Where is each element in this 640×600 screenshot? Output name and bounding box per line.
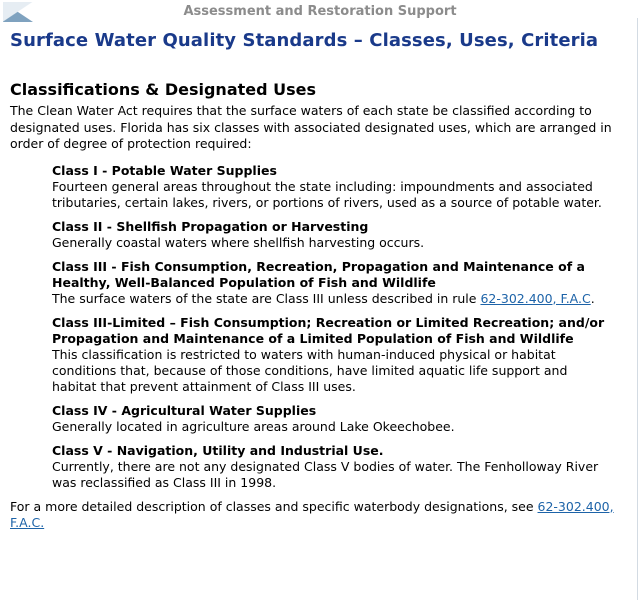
rule-62-302-400-link[interactable]: 62-302.400, F.A.C (480, 290, 591, 306)
class-list (52, 163, 614, 491)
class-description (52, 291, 614, 307)
page-title: Surface Water Quality Standards – Classes, Uses, Criteria (10, 30, 599, 51)
footer-text: For a more detailed description of classes and specific waterbody designations, see (10, 498, 538, 514)
site-banner: Assessment and Restoration Support (183, 4, 457, 19)
main-content (10, 30, 624, 531)
class-description: This classification is restricted to waters with human-induced physical or habitat conditions that, because of those conditions, have limited aquatic life support and habitat that prevent attainment of Class III uses. (52, 346, 568, 394)
class-description-end: . (590, 290, 595, 306)
footer-rule-link[interactable]: 62-302.400, F.A.C. (10, 498, 614, 530)
class-item-3-limited (52, 315, 614, 395)
class-title: Class I - Potable Water Supplies (52, 162, 277, 178)
section-heading: Classifications & Designated Uses (10, 80, 317, 99)
class-description: Fourteen general areas throughout the state including: impoundments and associated tributaries, certain lakes, rivers, or portions of rivers, used as a source of potable water. (52, 178, 602, 210)
class-description: Currently, there are not any designated Class V bodies of water. The Fenholloway River was reclassified as Class III in 1998. (52, 458, 599, 490)
footer-paragraph (10, 499, 624, 531)
class-description: Generally located in agriculture areas around Lake Okeechobee. (52, 418, 455, 434)
class-item-5 (52, 443, 614, 491)
class-title: Class II - Shellfish Propagation or Harvesting (52, 218, 369, 234)
class-description: Generally coastal waters where shellfish harvesting occurs. (52, 234, 425, 250)
class-item-1 (52, 163, 614, 211)
class-description-text: The surface waters of the state are Class III unless described in rule (52, 290, 481, 306)
intro-paragraph: The Clean Water Act requires that the surface waters of each state be classified according to designated uses. Florida has six classes with associated designated uses, which are arranged in order of degree of protection required: (10, 103, 612, 151)
frame-border (637, 18, 638, 600)
class-title: Class III-Limited – Fish Consumption; Recreation or Limited Recreation; and/or Propagation and Maintenance of a Limited Population of Fish and Wildlife (52, 314, 605, 346)
class-title: Class V - Navigation, Utility and Industrial Use. (52, 442, 384, 458)
class-title: Class IV - Agricultural Water Supplies (52, 402, 317, 418)
class-item-3 (52, 259, 614, 307)
class-item-2 (52, 219, 614, 251)
top-bar (0, 0, 640, 22)
class-item-4 (52, 403, 614, 435)
class-title: Class III - Fish Consumption, Recreation, Propagation and Maintenance of a Healthy, Well-Balanced Population of Fish and Wildlife (52, 258, 585, 290)
